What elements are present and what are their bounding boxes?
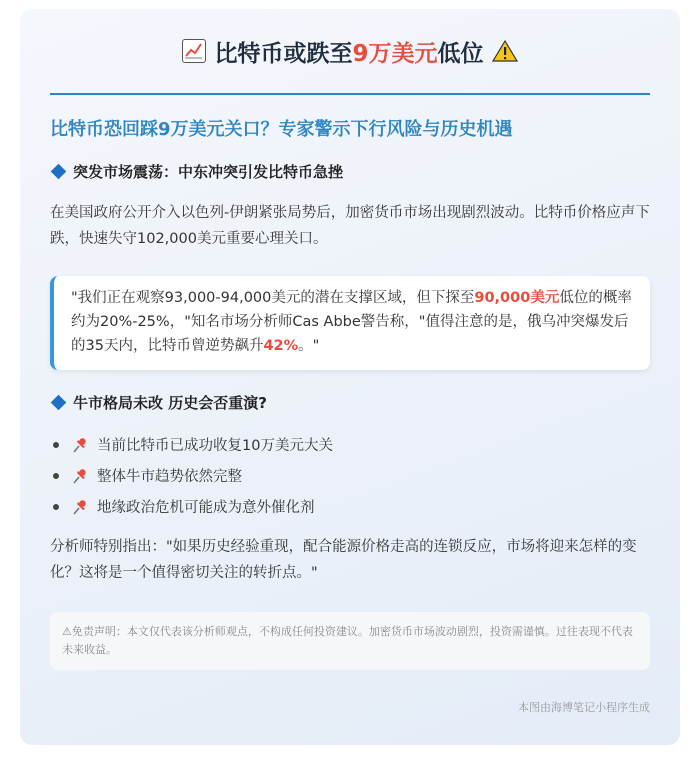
- list-item: [50, 491, 650, 522]
- diamond-icon: [51, 164, 67, 180]
- section2-paragraph: 分析师特别指出："如果历史经验重现，配合能源价格走高的连锁反应，市场将迎来怎样的变化？这将是一个值得密切关注的转折点。": [50, 539, 637, 581]
- article-subtitle: 比特币恐回踩9万美元关口？专家警示下行风险与历史机遇: [50, 119, 513, 140]
- pushpin-icon: [71, 498, 89, 516]
- page-title: [182, 35, 517, 68]
- article-card: [20, 9, 680, 745]
- bullet-list: [50, 429, 650, 522]
- section1-paragraph: 在美国政府公开介入以色列-伊朗紧张局势后，加密货币市场出现剧烈波动。比特币价格应声下跌，快速失守102,000美元重要心理关口。: [50, 205, 650, 247]
- bullet-dot: [53, 473, 59, 479]
- section1-heading-text: 突发市场震荡：中东冲突引发比特币急挫: [73, 163, 344, 181]
- list-item-text: 整体牛市趋势依然完整: [97, 469, 242, 485]
- pushpin-icon: [71, 467, 89, 485]
- quote-part1: "我们正在观察93,000-94,000美元的潜在支撑区域，但下探至: [71, 290, 475, 306]
- title-highlight: 9万美元: [352, 40, 438, 67]
- list-item: [50, 460, 650, 491]
- bullet-dot: [53, 504, 59, 510]
- chart-increasing-icon: [182, 39, 206, 63]
- list-item: [50, 429, 650, 460]
- warning-icon: [492, 39, 518, 63]
- quote-part3: 。": [298, 338, 320, 354]
- quote-highlight-1: 90,000美元: [474, 290, 560, 306]
- analyst-quote: [50, 276, 650, 370]
- section2-heading: [50, 392, 650, 413]
- quote-part2: 低位的概率约为20%-25%，"知名市场分析师Cas Abbe警告称，"值得注意的是，俄乌冲突爆发后的35天内，比特币曾逆势飙升: [71, 290, 632, 354]
- list-item-text: 地缘政治危机可能成为意外催化剂: [97, 500, 315, 516]
- bullet-dot: [53, 442, 59, 448]
- pushpin-icon: [71, 436, 89, 454]
- list-item-text: 当前比特币已成功收复10万美元大关: [97, 438, 333, 454]
- section1-heading: [50, 161, 650, 182]
- disclaimer-box: ⚠免责声明：本文仅代表该分析师观点，不构成任何投资建议。加密货币市场波动剧烈，投资需谨慎。过往表现不代表未来收益。: [50, 612, 650, 670]
- section2-heading-text: 牛市格局未改 历史会否重演?: [73, 394, 267, 412]
- quote-highlight-2: 42%: [263, 338, 299, 354]
- footer-credit: 本图由海博笔记小程序生成: [518, 701, 650, 714]
- title-prefix: 比特币或跌至: [214, 40, 353, 67]
- diamond-icon: [51, 395, 67, 411]
- title-suffix: 低位: [437, 40, 484, 67]
- title-bar: [50, 9, 650, 95]
